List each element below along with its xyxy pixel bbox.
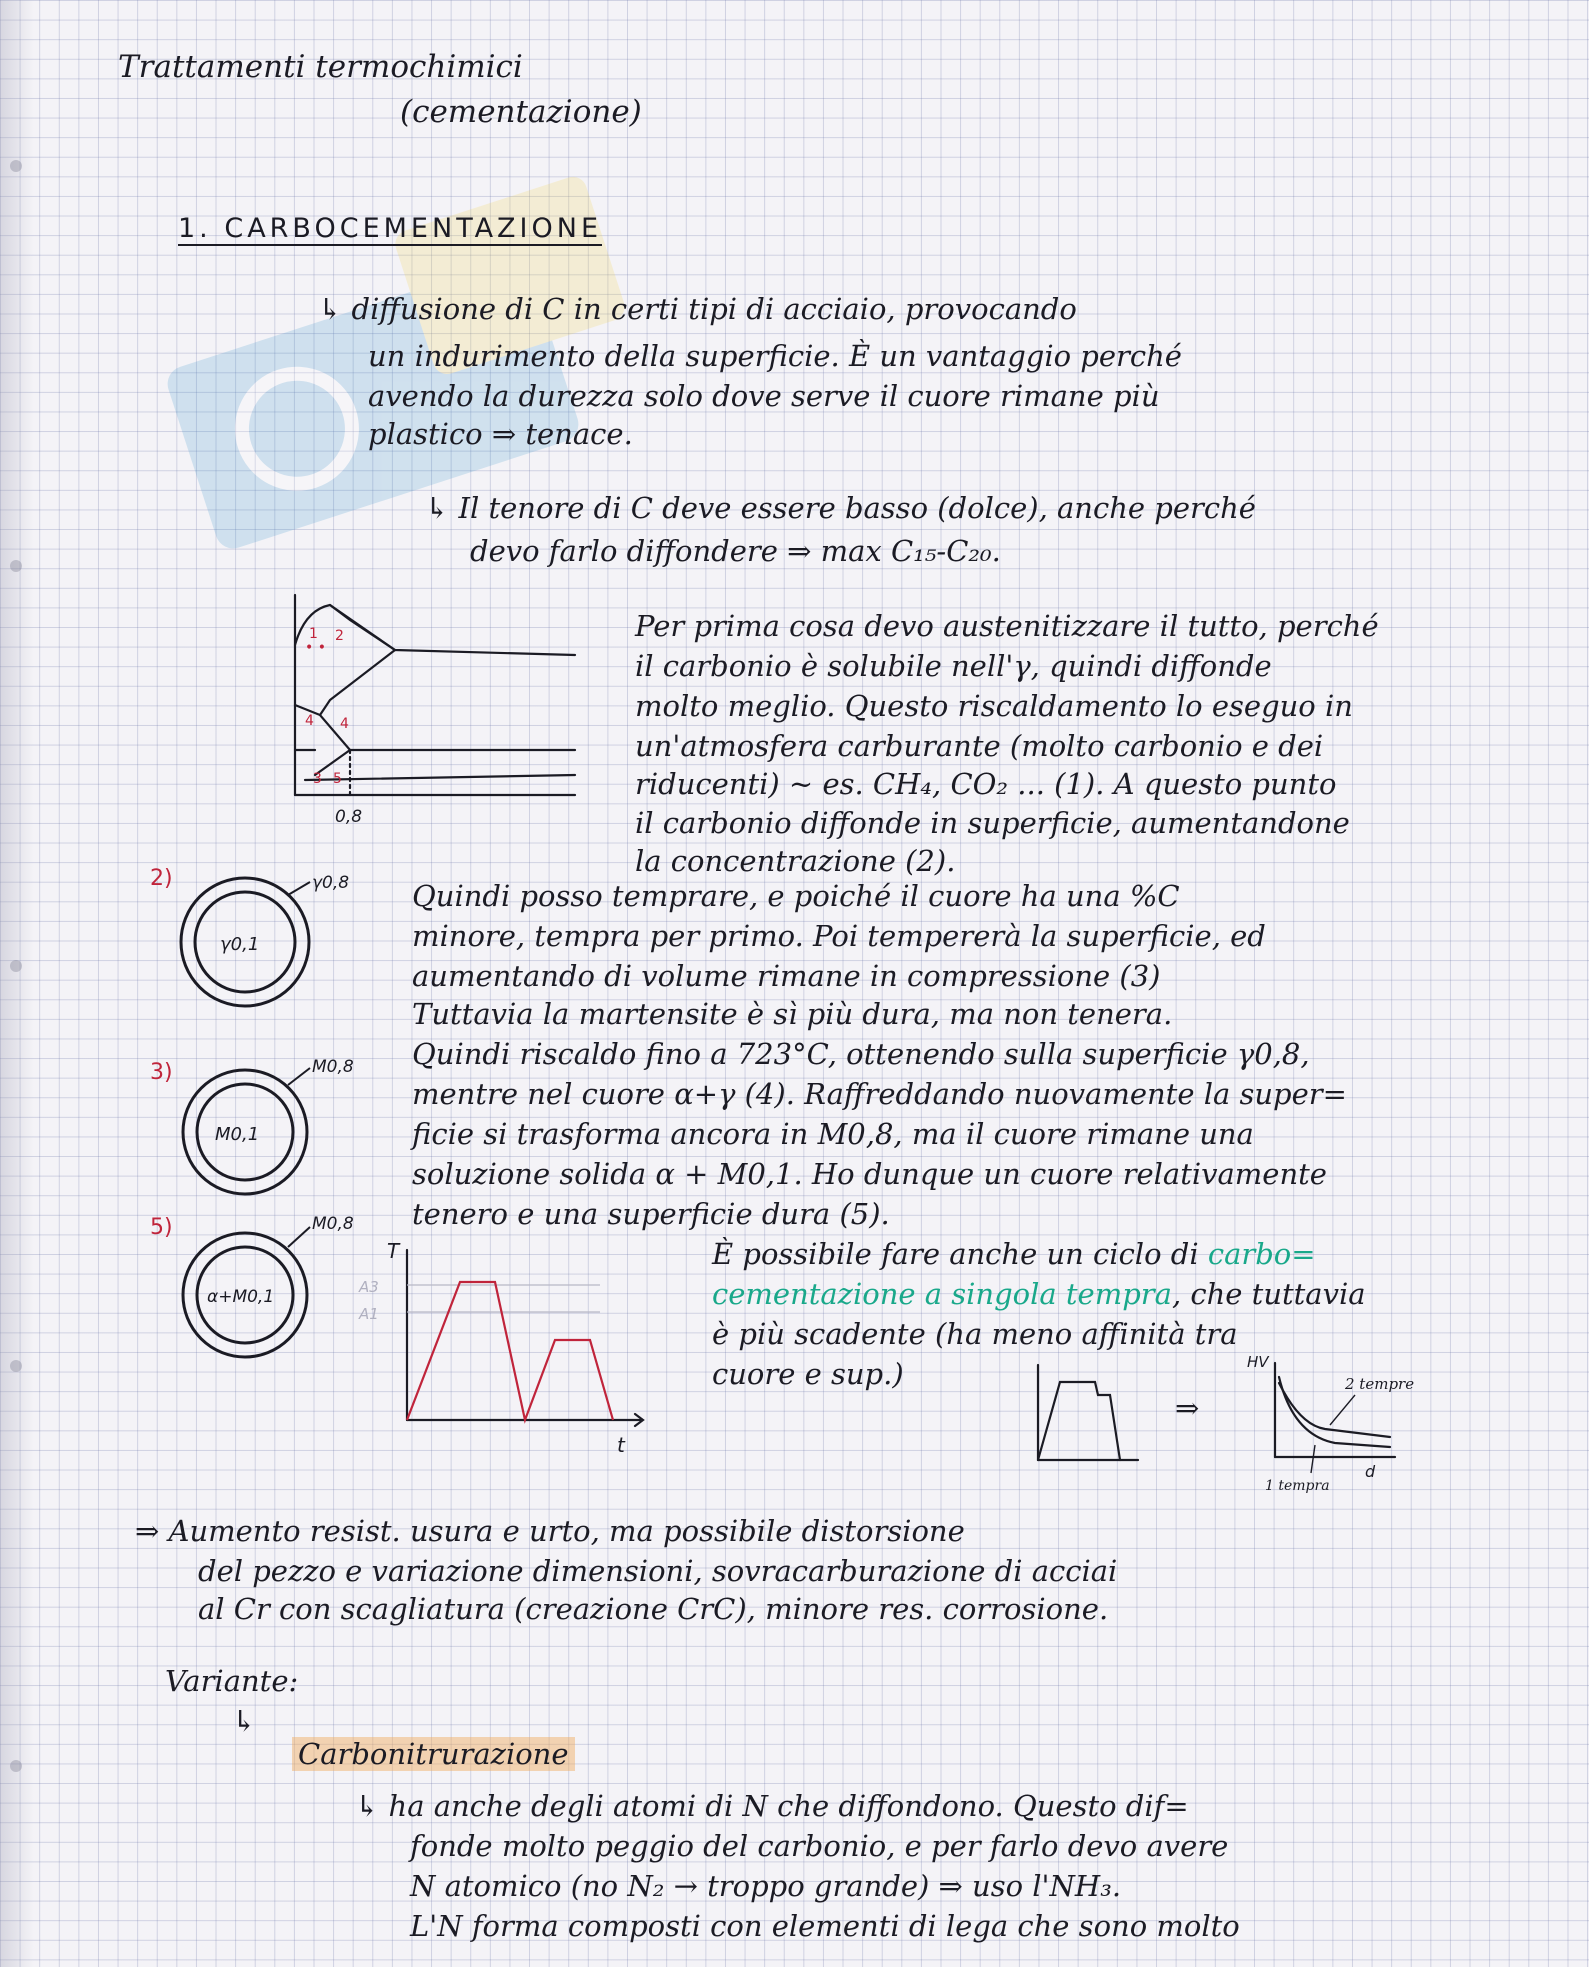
phase-label-3: 3 — [313, 771, 322, 787]
phase-label-5: 5 — [333, 771, 342, 787]
phase-label-4b: 4 — [340, 716, 349, 732]
para5-green-text: cementazione a singola tempra — [712, 1277, 1172, 1311]
para4-line: minore, tempra per primo. Poi tempererà la superficie, ed — [412, 919, 1266, 953]
para3-line: molto meglio. Questo riscaldamento lo eseguo in — [635, 689, 1353, 723]
phase-label-4: 4 — [305, 713, 314, 729]
curve-label-two-quench: 2 tempre — [1345, 1375, 1415, 1393]
para4-line: ficie si trasforma ancora in M0,8, ma il cuore rimane una — [412, 1117, 1254, 1151]
phase-diagram-sketch — [285, 590, 585, 830]
para5-text: È possibile fare anche un ciclo di — [712, 1237, 1208, 1271]
para5-green-text: carbo= — [1207, 1237, 1316, 1271]
binding-hole — [10, 1760, 22, 1772]
para1-line: avendo la durezza solo dove serve il cuore rimane più — [368, 379, 1160, 413]
para1-line: ↳ diffusione di C in certi tipi di acciaio, provocando — [318, 292, 1077, 326]
para3-line: un'atmosfera carburante (molto carbonio e dei — [635, 729, 1324, 763]
para5-text: , che tuttavia — [1171, 1277, 1366, 1311]
para4-line: Quindi riscaldo fino a 723°C, ottenendo sulla superficie γ0,8, — [412, 1037, 1310, 1071]
binding-hole — [10, 960, 22, 972]
para3-line: riducenti) ~ es. CH₄, CO₂ ... (1). A questo punto — [635, 767, 1337, 801]
para4-line: soluzione solida α + M0,1. Ho dunque un cuore relativamente — [412, 1157, 1327, 1191]
para3-line: il carbonio è solubile nell'γ, quindi diffonde — [635, 649, 1272, 683]
ring-inner-label: M0,1 — [215, 1124, 260, 1145]
ring-step-label: 3) — [150, 1060, 173, 1085]
para1-line: un indurimento della superficie. È un vantaggio perché — [368, 339, 1182, 373]
binding-hole — [10, 1360, 22, 1372]
variant-name — [292, 1738, 575, 1771]
para6-line: al Cr con scagliatura (creazione CrC), minore res. corrosione. — [198, 1592, 1109, 1626]
graph-a3-mark: A3 — [359, 1278, 379, 1296]
binding-hole — [10, 560, 22, 572]
para2-line: ↳ Il tenore di C deve essere basso (dolce), anche perché — [425, 491, 1256, 525]
ring-diagram-tempered — [170, 1205, 420, 1355]
para6-line: ⇒ Aumento resist. usura e urto, ma possibile distorsione — [135, 1514, 965, 1548]
para3-line: il carbonio diffonde in superficie, aumentandone — [635, 806, 1350, 840]
graph-x-label: t — [617, 1433, 625, 1457]
variant-line: ↳ ha anche degli atomi di N che diffondono. Questo dif= — [355, 1789, 1189, 1823]
page-title: Trattamenti termochimici — [118, 49, 523, 85]
phase-label-1: 1 — [309, 626, 318, 642]
ring-step-label: 5) — [150, 1215, 173, 1240]
para5-line: è più scadente (ha meno affinità tra — [712, 1317, 1238, 1351]
notebook-binding — [0, 0, 34, 1967]
page-subtitle: (cementazione) — [400, 94, 642, 130]
section-heading — [178, 213, 602, 244]
variant-line: N atomico (no N₂ → troppo grande) ⇒ uso l'NH₃. — [410, 1869, 1122, 1903]
para4-line: tenero e una superficie dura (5). — [412, 1197, 890, 1231]
ring-diagram-austenite — [170, 870, 420, 1010]
binding-hole — [10, 160, 22, 172]
ring-outer-label: M0,8 — [312, 1057, 354, 1077]
ring-diagram-martensite — [170, 1050, 420, 1195]
ring-inner-label: α+M0,1 — [207, 1287, 275, 1307]
hardness-depth-graph — [1245, 1355, 1475, 1505]
para6-line: del pezzo e variazione dimensioni, sovracarburazione di acciai — [198, 1554, 1118, 1588]
variant-line: L'N forma composti con elementi di lega che sono molto — [410, 1909, 1240, 1943]
thermal-cycle-graph — [359, 1239, 655, 1470]
para4-line: aumentando di volume rimane in compressione (3) — [412, 959, 1161, 993]
para4-line: Quindi posso temprare, e poiché il cuore ha una %C — [412, 879, 1180, 913]
ring-outer-label: γ0,8 — [312, 873, 350, 893]
svg-text:• •: • • — [305, 640, 326, 656]
graph-y-label: T — [387, 1239, 400, 1263]
para4-line: mentre nel cuore α+γ (4). Raffreddando nuovamente la super= — [412, 1077, 1347, 1111]
section-heading-text: 1. CARBOCEMENTAZIONE — [178, 213, 603, 244]
variant-name-text: Carbonitrurazione — [292, 1737, 575, 1771]
ring-inner-label: γ0,1 — [220, 934, 260, 955]
ring-step-label: 2) — [150, 866, 173, 891]
para5-line: cuore e sup.) — [712, 1357, 904, 1391]
para3-line: Per prima cosa devo austenitizzare il tutto, perché — [635, 609, 1379, 643]
ring-outer-label: M0,8 — [312, 1214, 354, 1234]
graph2-x-label: d — [1365, 1462, 1376, 1481]
para3-line: la concentrazione (2). — [635, 844, 956, 878]
implies-arrow: ⇒ — [1175, 1391, 1200, 1425]
para1-line: plastico ⇒ tenace. — [368, 417, 633, 451]
para2-line: devo farlo diffondere ⇒ max C₁₅-C₂₀. — [470, 534, 1001, 568]
single-quench-sketch — [1030, 1360, 1150, 1470]
variant-line: fonde molto peggio del carbonio, e per farlo devo avere — [410, 1829, 1229, 1863]
curve-label-one-quench: 1 tempra — [1265, 1478, 1330, 1494]
graph2-y-label: HV — [1247, 1353, 1269, 1371]
variant-label: Variante: — [165, 1664, 299, 1698]
para4-line: Tuttavia la martensite è sì più dura, ma non tenera. — [412, 997, 1173, 1031]
graph-a1-mark: A1 — [359, 1305, 379, 1323]
phase-label-2: 2 — [335, 628, 344, 644]
para5-line — [712, 1238, 1316, 1271]
variant-arrow: ↳ — [232, 1704, 257, 1738]
para5-line — [712, 1278, 1366, 1311]
phase-label-eutectoid: 0,8 — [335, 807, 363, 827]
